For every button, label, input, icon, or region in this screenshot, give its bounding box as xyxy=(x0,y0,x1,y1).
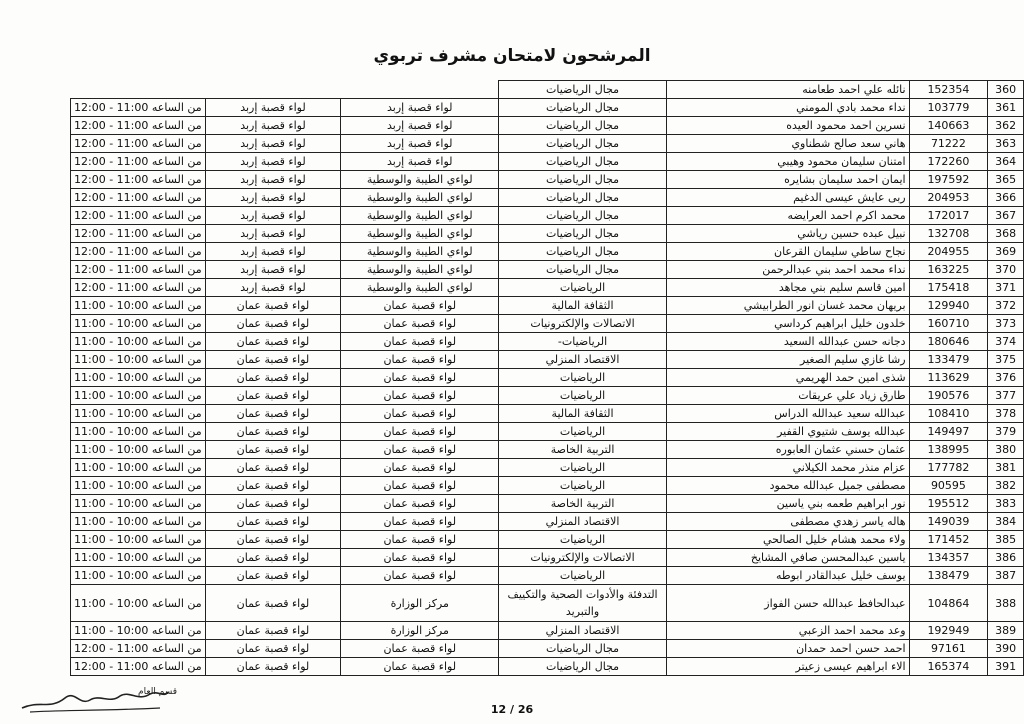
directorate-cell: لواء قصبة إربد xyxy=(205,207,341,225)
field-cell: الاقتصاد المنزلي xyxy=(499,622,667,640)
name-cell: ولاء محمد هشام خليل الصالحي xyxy=(666,531,909,549)
id-cell: 138995 xyxy=(909,441,988,459)
name-cell: عبدالله يوسف شتيوي القفير xyxy=(666,423,909,441)
table-row xyxy=(71,189,1024,207)
time-cell: من الساعه 11:00 - 12:00 xyxy=(71,207,206,225)
name-cell: امتنان سليمان محمود وهيبي xyxy=(666,153,909,171)
time-cell: من الساعه 11:00 - 12:00 xyxy=(71,189,206,207)
time-cell: من الساعه 10:00 - 11:00 xyxy=(71,459,206,477)
name-cell: رشا غازي سليم الصغير xyxy=(666,351,909,369)
name-cell: طارق زياد علي عريقات xyxy=(666,387,909,405)
directorate-cell: لواء قصبة عمان xyxy=(205,513,341,531)
education-cell: لواءي الطيبة والوسطية xyxy=(341,261,499,279)
table-row xyxy=(71,153,1024,171)
field-cell: التربية الخاصة xyxy=(499,441,667,459)
id-cell: 163225 xyxy=(909,261,988,279)
time-cell: من الساعه 11:00 - 12:00 xyxy=(71,99,206,117)
time-cell: من الساعه 10:00 - 11:00 xyxy=(71,441,206,459)
name-cell: امين قاسم سليم بني مجاهد xyxy=(666,279,909,297)
number-cell: 373 xyxy=(988,315,1024,333)
time-cell: من الساعه 11:00 - 12:00 xyxy=(71,658,206,676)
number-cell: 361 xyxy=(988,99,1024,117)
number-cell: 360 xyxy=(988,81,1024,99)
directorate-cell: لواء قصبة إربد xyxy=(205,135,341,153)
number-cell: 371 xyxy=(988,279,1024,297)
id-cell: 108410 xyxy=(909,405,988,423)
name-cell: ياسين عبدالمحسن صافي المشايخ xyxy=(666,549,909,567)
table-row xyxy=(71,622,1024,640)
education-cell: لواء قصبة عمان xyxy=(341,423,499,441)
table-row xyxy=(71,297,1024,315)
number-cell: 372 xyxy=(988,297,1024,315)
field-cell: الاتصالات والإلكترونيات xyxy=(499,315,667,333)
id-cell: 133479 xyxy=(909,351,988,369)
page-number: 12 / 26 xyxy=(490,703,534,716)
field-cell: مجال الرياضيات xyxy=(499,207,667,225)
table-row xyxy=(71,207,1024,225)
time-cell: من الساعه 11:00 - 12:00 xyxy=(71,640,206,658)
table-row xyxy=(71,531,1024,549)
education-cell: لواء قصبة عمان xyxy=(341,640,499,658)
directorate-cell: لواء قصبة إربد xyxy=(205,153,341,171)
field-cell: مجال الرياضيات xyxy=(499,640,667,658)
time-cell: من الساعه 11:00 - 12:00 xyxy=(71,243,206,261)
field-cell: الرياضيات xyxy=(499,567,667,585)
id-cell: 152354 xyxy=(909,81,988,99)
field-cell: مجال الرياضيات xyxy=(499,153,667,171)
id-cell: 177782 xyxy=(909,459,988,477)
name-cell: وعد محمد احمد الزعبي xyxy=(666,622,909,640)
education-cell: لواء قصبة عمان xyxy=(341,459,499,477)
directorate-cell: لواء قصبة عمان xyxy=(205,405,341,423)
education-cell: لواء قصبة عمان xyxy=(341,531,499,549)
time-cell xyxy=(71,81,206,99)
education-cell xyxy=(341,81,499,99)
education-cell: لواء قصبة عمان xyxy=(341,441,499,459)
field-cell: الاتصالات والإلكترونيات xyxy=(499,549,667,567)
time-cell: من الساعه 10:00 - 11:00 xyxy=(71,297,206,315)
directorate-cell xyxy=(205,81,341,99)
field-cell: الرياضيات xyxy=(499,279,667,297)
table-row xyxy=(71,171,1024,189)
name-cell: بريهان محمد غسان انور الطرابيشي xyxy=(666,297,909,315)
number-cell: 387 xyxy=(988,567,1024,585)
number-cell: 390 xyxy=(988,640,1024,658)
field-cell: مجال الرياضيات xyxy=(499,225,667,243)
id-cell: 132708 xyxy=(909,225,988,243)
name-cell: نداء محمد بادي المومني xyxy=(666,99,909,117)
name-cell: ربى عايش عيسى الدغيم xyxy=(666,189,909,207)
education-cell: لواء قصبة عمان xyxy=(341,567,499,585)
field-cell: الرياضيات xyxy=(499,459,667,477)
directorate-cell: لواء قصبة إربد xyxy=(205,279,341,297)
table-row xyxy=(71,261,1024,279)
time-cell: من الساعه 10:00 - 11:00 xyxy=(71,531,206,549)
directorate-cell: لواء قصبة عمان xyxy=(205,315,341,333)
education-cell: لواء قصبة عمان xyxy=(341,297,499,315)
name-cell: نجاح ساطي سليمان القرعان xyxy=(666,243,909,261)
id-cell: 190576 xyxy=(909,387,988,405)
id-cell: 172260 xyxy=(909,153,988,171)
directorate-cell: لواء قصبة عمان xyxy=(205,622,341,640)
time-cell: من الساعه 10:00 - 11:00 xyxy=(71,477,206,495)
number-cell: 383 xyxy=(988,495,1024,513)
time-cell: من الساعه 10:00 - 11:00 xyxy=(71,495,206,513)
field-cell: الرياضيات xyxy=(499,423,667,441)
id-cell: 140663 xyxy=(909,117,988,135)
number-cell: 391 xyxy=(988,658,1024,676)
name-cell: نبيل عبده حسين رياشي xyxy=(666,225,909,243)
number-cell: 365 xyxy=(988,171,1024,189)
number-cell: 375 xyxy=(988,351,1024,369)
table-row xyxy=(71,315,1024,333)
time-cell: من الساعه 11:00 - 12:00 xyxy=(71,279,206,297)
directorate-cell: لواء قصبة إربد xyxy=(205,189,341,207)
id-cell: 195512 xyxy=(909,495,988,513)
time-cell: من الساعه 10:00 - 11:00 xyxy=(71,369,206,387)
table-row xyxy=(71,441,1024,459)
time-cell: من الساعه 11:00 - 12:00 xyxy=(71,153,206,171)
directorate-cell: لواء قصبة إربد xyxy=(205,171,341,189)
field-cell: الرياضيات xyxy=(499,387,667,405)
field-cell: مجال الرياضيات xyxy=(499,243,667,261)
education-cell: لواء قصبة عمان xyxy=(341,351,499,369)
time-cell: من الساعه 10:00 - 11:00 xyxy=(71,351,206,369)
name-cell: خلدون خليل ابراهيم كرداسي xyxy=(666,315,909,333)
number-cell: 381 xyxy=(988,459,1024,477)
education-cell: لواء قصبة إربد xyxy=(341,117,499,135)
name-cell: دجانه حسن عبدالله السعيد xyxy=(666,333,909,351)
number-cell: 378 xyxy=(988,405,1024,423)
time-cell: من الساعه 10:00 - 11:00 xyxy=(71,387,206,405)
table-row xyxy=(71,279,1024,297)
name-cell: يوسف خليل عبدالقادر ابوطه xyxy=(666,567,909,585)
table-row xyxy=(71,351,1024,369)
directorate-cell: لواء قصبة عمان xyxy=(205,369,341,387)
name-cell: نسرين احمد محمود العيده xyxy=(666,117,909,135)
table-row xyxy=(71,567,1024,585)
id-cell: 90595 xyxy=(909,477,988,495)
directorate-cell: لواء قصبة إربد xyxy=(205,225,341,243)
name-cell: هاني سعد صالح شطناوي xyxy=(666,135,909,153)
id-cell: 138479 xyxy=(909,567,988,585)
education-cell: لواء قصبة عمان xyxy=(341,387,499,405)
id-cell: 113629 xyxy=(909,369,988,387)
table-row xyxy=(71,333,1024,351)
number-cell: 377 xyxy=(988,387,1024,405)
table-row xyxy=(71,117,1024,135)
table-row xyxy=(71,405,1024,423)
id-cell: 204953 xyxy=(909,189,988,207)
table-row xyxy=(71,585,1024,622)
field-cell: مجال الرياضيات xyxy=(499,135,667,153)
field-cell: الاقتصاد المنزلي xyxy=(499,351,667,369)
id-cell: 204955 xyxy=(909,243,988,261)
id-cell: 149039 xyxy=(909,513,988,531)
number-cell: 389 xyxy=(988,622,1024,640)
field-cell: مجال الرياضيات xyxy=(499,99,667,117)
time-cell: من الساعه 10:00 - 11:00 xyxy=(71,513,206,531)
directorate-cell: لواء قصبة عمان xyxy=(205,333,341,351)
education-cell: لواء قصبة إربد xyxy=(341,99,499,117)
education-cell: لواء قصبة عمان xyxy=(341,315,499,333)
number-cell: 367 xyxy=(988,207,1024,225)
name-cell: احمد حسن احمد حمدان xyxy=(666,640,909,658)
directorate-cell: لواء قصبة عمان xyxy=(205,585,341,622)
time-cell: من الساعه 10:00 - 11:00 xyxy=(71,423,206,441)
table-row xyxy=(71,495,1024,513)
directorate-cell: لواء قصبة عمان xyxy=(205,658,341,676)
table-row xyxy=(71,225,1024,243)
id-cell: 103779 xyxy=(909,99,988,117)
time-cell: من الساعه 10:00 - 11:00 xyxy=(71,405,206,423)
education-cell: لواء قصبة عمان xyxy=(341,658,499,676)
name-cell: مصطفى جميل عبدالله محمود xyxy=(666,477,909,495)
number-cell: 364 xyxy=(988,153,1024,171)
table-row xyxy=(71,549,1024,567)
field-cell: مجال الرياضيات xyxy=(499,81,667,99)
time-cell: من الساعه 10:00 - 11:00 xyxy=(71,622,206,640)
id-cell: 192949 xyxy=(909,622,988,640)
directorate-cell: لواء قصبة عمان xyxy=(205,441,341,459)
id-cell: 165374 xyxy=(909,658,988,676)
name-cell: عثمان حسني عثمان العابوره xyxy=(666,441,909,459)
directorate-cell: لواء قصبة إربد xyxy=(205,261,341,279)
table-row xyxy=(71,658,1024,676)
name-cell: نائله علي احمد طعامنه xyxy=(666,81,909,99)
id-cell: 180646 xyxy=(909,333,988,351)
id-cell: 160710 xyxy=(909,315,988,333)
number-cell: 382 xyxy=(988,477,1024,495)
name-cell: عبدالحافظ عبدالله حسن الفواز xyxy=(666,585,909,622)
number-cell: 385 xyxy=(988,531,1024,549)
table-row xyxy=(71,135,1024,153)
name-cell: الاء ابراهيم عيسى زعيتر xyxy=(666,658,909,676)
number-cell: 380 xyxy=(988,441,1024,459)
id-cell: 134357 xyxy=(909,549,988,567)
page-title: المرشحون لامتحان مشرف تربوي xyxy=(373,46,651,66)
directorate-cell: لواء قصبة عمان xyxy=(205,351,341,369)
candidates-table xyxy=(70,80,1024,676)
table-row xyxy=(71,99,1024,117)
education-cell: لواءي الطيبة والوسطية xyxy=(341,189,499,207)
table-row xyxy=(71,243,1024,261)
field-cell: مجال الرياضيات xyxy=(499,171,667,189)
number-cell: 379 xyxy=(988,423,1024,441)
number-cell: 374 xyxy=(988,333,1024,351)
id-cell: 71222 xyxy=(909,135,988,153)
name-cell: ايمان احمد سليمان بشايره xyxy=(666,171,909,189)
directorate-cell: لواء قصبة عمان xyxy=(205,387,341,405)
directorate-cell: لواء قصبة عمان xyxy=(205,477,341,495)
time-cell: من الساعه 11:00 - 12:00 xyxy=(71,117,206,135)
time-cell: من الساعه 10:00 - 11:00 xyxy=(71,549,206,567)
name-cell: عزام منذر محمد الكيلاني xyxy=(666,459,909,477)
education-cell: مركز الوزارة xyxy=(341,622,499,640)
directorate-cell: لواء قصبة إربد xyxy=(205,99,341,117)
table-row xyxy=(71,387,1024,405)
table-row xyxy=(71,369,1024,387)
table-row xyxy=(71,423,1024,441)
signature xyxy=(20,680,178,720)
table-row xyxy=(71,640,1024,658)
education-cell: لواءي الطيبة والوسطية xyxy=(341,207,499,225)
time-cell: من الساعه 11:00 - 12:00 xyxy=(71,135,206,153)
field-cell: التدفئة والأدوات الصحية والتكييف والتبريد xyxy=(499,585,667,622)
education-cell: لواء قصبة عمان xyxy=(341,405,499,423)
field-cell: الرياضيات xyxy=(499,477,667,495)
time-cell: من الساعه 11:00 - 12:00 xyxy=(71,261,206,279)
education-cell: لواء قصبة عمان xyxy=(341,513,499,531)
directorate-cell: لواء قصبة عمان xyxy=(205,459,341,477)
id-cell: 171452 xyxy=(909,531,988,549)
field-cell: مجال الرياضيات xyxy=(499,658,667,676)
education-cell: لواء قصبة عمان xyxy=(341,495,499,513)
field-cell: الاقتصاد المنزلي xyxy=(499,513,667,531)
education-cell: لواء قصبة إربد xyxy=(341,153,499,171)
field-cell: التربية الخاصة xyxy=(499,495,667,513)
id-cell: 129940 xyxy=(909,297,988,315)
directorate-cell: لواء قصبة عمان xyxy=(205,531,341,549)
name-cell: محمد اكرم احمد العرايضه xyxy=(666,207,909,225)
number-cell: 386 xyxy=(988,549,1024,567)
education-cell: لواءي الطيبة والوسطية xyxy=(341,171,499,189)
table-row xyxy=(71,81,1024,99)
number-cell: 388 xyxy=(988,585,1024,622)
id-cell: 175418 xyxy=(909,279,988,297)
field-cell: الثقافة المالية xyxy=(499,405,667,423)
field-cell: الرياضيات xyxy=(499,531,667,549)
time-cell: من الساعه 10:00 - 11:00 xyxy=(71,333,206,351)
field-cell: مجال الرياضيات xyxy=(499,117,667,135)
number-cell: 370 xyxy=(988,261,1024,279)
education-cell: لواء قصبة عمان xyxy=(341,549,499,567)
directorate-cell: لواء قصبة إربد xyxy=(205,117,341,135)
directorate-cell: لواء قصبة عمان xyxy=(205,640,341,658)
id-cell: 172017 xyxy=(909,207,988,225)
number-cell: 368 xyxy=(988,225,1024,243)
number-cell: 376 xyxy=(988,369,1024,387)
number-cell: 362 xyxy=(988,117,1024,135)
time-cell: من الساعه 10:00 - 11:00 xyxy=(71,315,206,333)
name-cell: شذى امين حمد الهريمي xyxy=(666,369,909,387)
id-cell: 197592 xyxy=(909,171,988,189)
number-cell: 363 xyxy=(988,135,1024,153)
id-cell: 149497 xyxy=(909,423,988,441)
table-row xyxy=(71,513,1024,531)
directorate-cell: لواء قصبة عمان xyxy=(205,297,341,315)
education-cell: لواءي الطيبة والوسطية xyxy=(341,243,499,261)
name-cell: نداء محمد احمد بني عبدالرحمن xyxy=(666,261,909,279)
field-cell: مجال الرياضيات xyxy=(499,189,667,207)
time-cell: من الساعه 11:00 - 12:00 xyxy=(71,171,206,189)
field-cell: الرياضيات- xyxy=(499,333,667,351)
table-row xyxy=(71,459,1024,477)
directorate-cell: لواء قصبة عمان xyxy=(205,423,341,441)
education-cell: لواء قصبة عمان xyxy=(341,369,499,387)
education-cell: لواءي الطيبة والوسطية xyxy=(341,225,499,243)
id-cell: 104864 xyxy=(909,585,988,622)
number-cell: 366 xyxy=(988,189,1024,207)
education-cell: مركز الوزارة xyxy=(341,585,499,622)
signature-text: قسم العام xyxy=(138,687,178,697)
time-cell: من الساعه 10:00 - 11:00 xyxy=(71,585,206,622)
id-cell: 97161 xyxy=(909,640,988,658)
time-cell: من الساعه 11:00 - 12:00 xyxy=(71,225,206,243)
education-cell: لواء قصبة إربد xyxy=(341,135,499,153)
education-cell: لواءي الطيبة والوسطية xyxy=(341,279,499,297)
time-cell: من الساعه 10:00 - 11:00 xyxy=(71,567,206,585)
education-cell: لواء قصبة عمان xyxy=(341,333,499,351)
table-row xyxy=(71,477,1024,495)
name-cell: نور ابراهيم طعمه بني ياسين xyxy=(666,495,909,513)
directorate-cell: لواء قصبة عمان xyxy=(205,495,341,513)
name-cell: هاله ياسر زهدي مصطفى xyxy=(666,513,909,531)
field-cell: الثقافة المالية xyxy=(499,297,667,315)
directorate-cell: لواء قصبة إربد xyxy=(205,243,341,261)
number-cell: 369 xyxy=(988,243,1024,261)
name-cell: عبدالله سعيد عبدالله الدراس xyxy=(666,405,909,423)
number-cell: 384 xyxy=(988,513,1024,531)
directorate-cell: لواء قصبة عمان xyxy=(205,549,341,567)
education-cell: لواء قصبة عمان xyxy=(341,477,499,495)
field-cell: مجال الرياضيات xyxy=(499,261,667,279)
table-body xyxy=(71,81,1024,676)
directorate-cell: لواء قصبة عمان xyxy=(205,567,341,585)
field-cell: الرياضيات xyxy=(499,369,667,387)
